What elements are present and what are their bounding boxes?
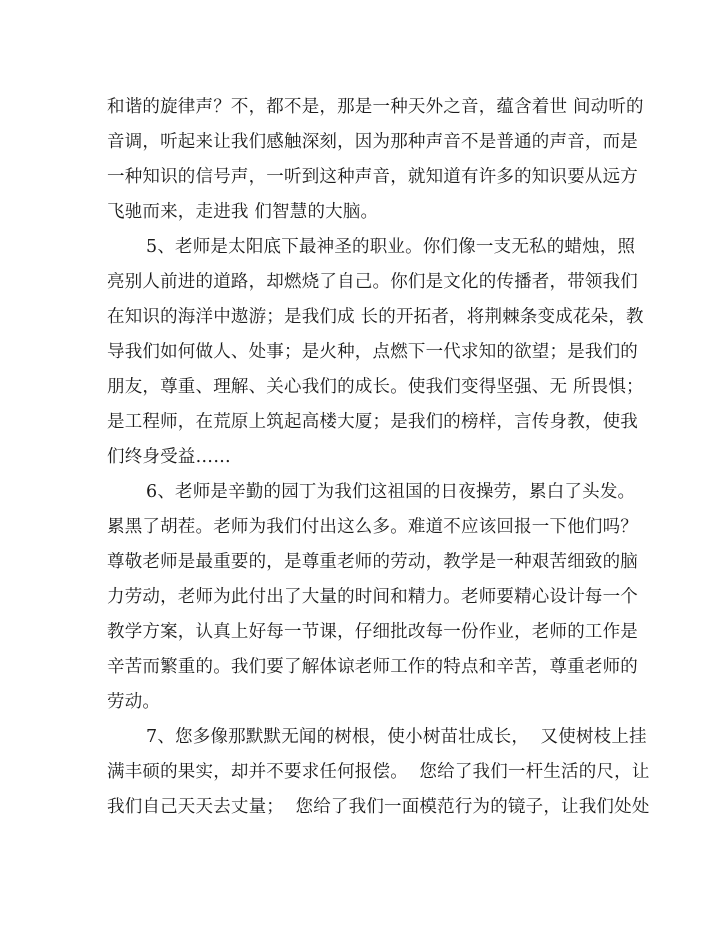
text-line: 在知识的海洋中遨游；是我们成 长的开拓者，将荆棘条变成花朵，教: [107, 307, 644, 327]
paragraph-5-first-line: 5、老师是太阳底下最神圣的职业。你们像一支无私的蜡烛，照: [146, 237, 636, 257]
text-line: 我们自己天天去丈量； 您给了我们一面模范行为的镜子，让我们处处: [107, 797, 650, 817]
text-line: 一种知识的信号声，一听到这种声音，就知道有许多的知识要从远方: [107, 167, 638, 187]
text-line: 力劳动，老师为此付出了大量的时间和精力。老师要精心设计每一个: [107, 587, 638, 607]
text-line: 满丰硕的果实，却并不要求任何报偿。 您给了我们一杆生活的尺，让: [107, 762, 650, 782]
text-line: 们终身受益……: [107, 447, 231, 467]
text-line: 飞驰而来，走进我 们智慧的大脑。: [107, 202, 379, 222]
text-line: 尊敬老师是最重要的，是尊重老师的劳动，教学是一种艰苦细致的脑: [107, 552, 638, 572]
paragraph-7-first-line: 7、您多像那默默无闻的树根，使小树苗壮成长， 又使树枝上挂: [146, 727, 647, 747]
text-line: 和谐的旋律声？不，都不是，那是一种天外之音，蕴含着世 间动听的: [107, 97, 644, 117]
text-line: 累黑了胡茬。老师为我们付出这么多。难道不应该回报一下他们吗？: [107, 517, 638, 537]
text-line: 劳动。: [107, 692, 161, 712]
text-line: 辛苦而繁重的。我们要了解体谅老师工作的特点和辛苦，尊重老师的: [107, 657, 638, 677]
text-line: 是工程师，在荒原上筑起高楼大厦；是我们的榜样，言传身教，使我: [107, 412, 638, 432]
text-line: 音调，听起来让我们感触深刻，因为那种声音不是普通的声音，而是: [107, 132, 638, 152]
paragraph-6-first-line: 6、老师是辛勤的园丁为我们这祖国的日夜操劳，累白了头发。: [146, 482, 636, 502]
text-line: 亮别人前进的道路，却燃烧了自己。你们是文化的传播者，带领我们: [107, 272, 638, 292]
text-line: 导我们如何做人、处事；是火种，点燃下一代求知的欲望；是我们的: [107, 342, 638, 362]
text-line: 朋友，尊重、理解、关心我们的成长。使我们变得坚强、无 所畏惧；: [107, 377, 644, 397]
text-line: 教学方案，认真上好每一节课，仔细批改每一份作业，老师的工作是: [107, 622, 638, 642]
